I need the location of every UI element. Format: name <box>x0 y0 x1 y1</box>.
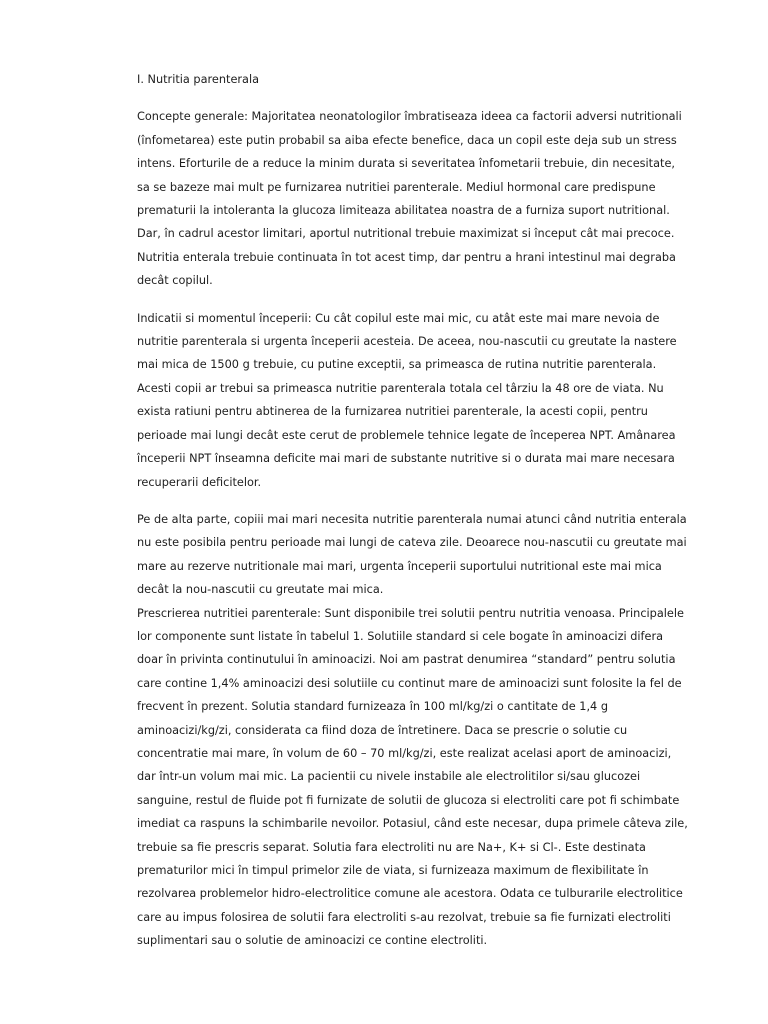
paragraph-line: suplimentari sau o solutie de aminoacizi ce contine electroliti. <box>137 934 488 948</box>
paragraph-line: doar în privinta continutului în aminoacizi. Noi am pastrat denumirea “standard” pentru solutia <box>137 653 676 667</box>
paragraph-line: Prescrierea nutritiei parenterale: Sunt disponibile trei solutii pentru nutritia venoasa. Principalele <box>137 606 684 620</box>
paragraph-line: sanguine, restul de fluide pot fi furnizate de solutii de glucoza si electroliti care pot fi schimbate <box>137 793 680 807</box>
section-heading: I. Nutritia parenterala <box>137 73 260 86</box>
paragraph-line: sa se bazeze mai mult pe furnizarea nutritiei parenterale. Mediul hormonal care predispune <box>137 180 656 194</box>
paragraph-line: (înfometarea) este putin probabil sa aiba efecte benefice, daca un copil este deja sub un stress <box>137 133 677 147</box>
paragraph-line: intens. Eforturile de a reduce la minim durata si severitatea înfometarii trebuie, din necesitate, <box>137 157 675 171</box>
paragraph-line: imediat ca raspuns la schimbarile nevoilor. Potasiul, când este necesar, dupa primele câteva zile, <box>137 817 688 831</box>
paragraph-line: nu este posibila pentru perioade mai lungi de cateva zile. Deoarece nou-nascutii cu greutate mai <box>137 536 687 550</box>
paragraph-line: care au impus folosirea de solutii fara electroliti s-au rezolvat, trebuie sa fie furnizati electroliti <box>137 910 671 924</box>
paragraph-line: Pe de alta parte, copiii mai mari necesita nutritie parenterala numai atunci când nutritia enterala <box>137 512 687 526</box>
body-paragraph <box>137 307 685 494</box>
paragraph-line: dar într-un volum mai mic. La pacientii cu nivele instabile ale electrolitilor si/sau glucozei <box>137 770 641 784</box>
paragraph-line: Nutritia enterala trebuie continuata în tot acest timp, dar pentru a hrani intestinul mai degraba <box>137 250 676 264</box>
paragraph-line: concentratie mai mare, în volum de 60 – 70 ml/kg/zi, este realizat acelasi aport de aminoacizi, <box>137 746 672 760</box>
body-paragraph <box>137 508 685 602</box>
body-paragraph <box>137 602 688 953</box>
paragraph-line: lor componente sunt listate în tabelul 1. Solutiile standard si cele bogate în aminoacizi difera <box>137 629 664 643</box>
paragraph-line: aminoacizi/kg/zi, considerata ca fiind doza de întretinere. Daca se prescrie o solutie cu <box>137 723 628 737</box>
paragraph-line: trebuie sa fie prescris separat. Solutia fara electroliti nu are Na+, K+ si Cl-. Este destinata <box>137 840 646 854</box>
paragraph-line: nutritie parenterala si urgenta începerii acesteia. De aceea, nou-nascutii cu greutate la nastere <box>137 335 677 349</box>
paragraph-line: Concepte generale: Majoritatea neonatologilor îmbratiseaza ideea ca factorii adversi nutritionali <box>137 110 682 124</box>
paragraph-line: Dar, în cadrul acestor limitari, aportul nutritional trebuie maximizat si început cât mai precoce. <box>137 227 675 241</box>
paragraph-line: Acesti copii ar trebui sa primeasca nutritie parenterala totala cel târziu la 48 ore de viata. Nu <box>137 381 664 395</box>
paragraph-line: care contine 1,4% aminoacizi desi solutiile cu continut mare de aminoacizi sunt folosite la fel de <box>137 676 682 690</box>
paragraph-line: exista ratiuni pentru abtinerea de la furnizarea nutritiei parenterale, la acesti copii, pentru <box>137 405 648 419</box>
body-paragraph <box>137 105 685 292</box>
paragraph-line: decât la nou-nascutii cu greutate mai mica. <box>137 583 384 597</box>
document-body <box>137 105 688 952</box>
paragraph-line: perioade mai lungi decât este cerut de problemele tehnice legate de începerea NPT. Amânarea <box>137 428 676 442</box>
paragraph-line: recuperarii deficitelor. <box>137 475 262 489</box>
paragraph-line: Indicatii si momentul începerii: Cu cât copilul este mai mic, cu atât este mai mare nevoia de <box>137 311 660 325</box>
paragraph-line: începerii NPT înseamna deficite mai mari de substante nutritive si o durata mai mare necesara <box>137 452 675 466</box>
document-page <box>137 68 688 967</box>
paragraph-line: prematurii la intoleranta la glucoza limiteaza abilitatea noastra de a furniza suport nutritional. <box>137 204 670 218</box>
paragraph-line: mai mica de 1500 g trebuie, cu putine exceptii, sa primeasca de rutina nutritie parenterala. <box>137 358 657 372</box>
paragraph-line: mare au rezerve nutritionale mai mari, urgenta începerii suportului nutritional este mai mica <box>137 559 662 573</box>
paragraph-line: prematurilor mici în timpul primelor zile de viata, si furnizeaza maximum de flexibilitate în <box>137 864 649 877</box>
paragraph-line: rezolvarea problemelor hidro-electrolitice comune ale acestora. Odata ce tulburarile electrolitice <box>137 887 683 901</box>
paragraph-line: frecvent în prezent. Solutia standard furnizeaza în 100 ml/kg/zi o cantitate de 1,4 g <box>137 700 608 714</box>
paragraph-line: decât copilul. <box>137 274 213 288</box>
